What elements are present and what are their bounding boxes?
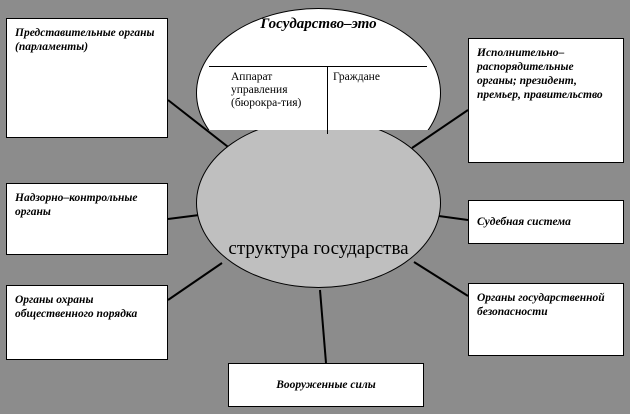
node-executive[interactable]: Исполнительно–распорядительные органы; президент, премьер, правительство (468, 38, 624, 163)
center-table (209, 66, 427, 134)
node-public-order[interactable]: Органы охраны общественного порядка (6, 285, 168, 360)
lower-ellipse (196, 118, 441, 288)
table-cell-citizens: Граждане (333, 71, 380, 83)
table-divider (327, 67, 328, 134)
node-armed-forces[interactable]: Вооруженные силы (228, 363, 424, 407)
center-bottom-label: структура государства (228, 238, 409, 259)
center-title: Государство–это (260, 16, 377, 32)
node-judicial[interactable]: Судебная система (468, 200, 624, 244)
table-top-rule (209, 66, 427, 67)
connector-armed (320, 290, 326, 363)
table-cell-apparatus: Аппарат управления (бюрокра-тия) (231, 71, 302, 109)
connector-security (414, 262, 468, 296)
node-state-security[interactable]: Органы государственной безопасности (468, 283, 624, 356)
connector-order (168, 263, 222, 300)
node-supervisory[interactable]: Надзорно–контрольные органы (6, 183, 168, 255)
node-parliament[interactable]: Представительные органы (парламенты) (6, 18, 168, 138)
